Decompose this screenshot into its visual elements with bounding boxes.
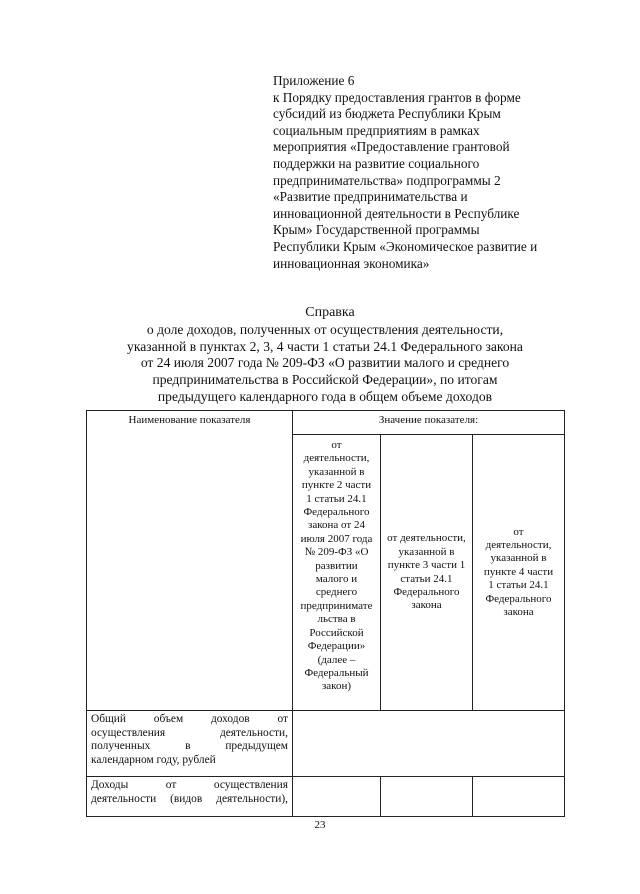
row-label-line: календарном году, рублей (91, 753, 216, 766)
subtitle-line: указанной в пунктах 2, 3, 4 части 1 статьи 24.1 Федерального закона (127, 338, 523, 354)
row-label-line: полученных в предыдущем (91, 740, 288, 753)
appendix-line: субсидий из бюджета Республики Крым (273, 106, 501, 122)
subheader-line: закона (503, 606, 534, 619)
subheader-item-2 (293, 435, 381, 711)
subheader-line: закона от 24 (308, 519, 365, 532)
header-indicator-value: Значение показателя: (293, 411, 565, 435)
subheader-line: среднего (315, 586, 358, 599)
subheader-line: пункте 3 части 1 (387, 559, 466, 572)
subheader-line: закона (411, 599, 442, 612)
subheader-line: от (331, 439, 342, 451)
appendix-line: Приложение 6 (273, 73, 355, 88)
appendix-line: предпринимательства» подпрограммы 2 (273, 172, 501, 188)
appendix-heading (273, 73, 573, 272)
subheader-line: пункте 4 части (483, 565, 554, 578)
subheader-line: указанной в (398, 545, 455, 558)
subheader-line: пункте 2 части (301, 479, 372, 492)
appendix-line: инновационной деятельности в Республике (273, 205, 520, 221)
subheader-line: 1 статьи 24.1 (306, 492, 367, 505)
subheader-line: Федерального (303, 506, 370, 519)
subheader-line: Федерального (393, 585, 460, 598)
subheader-line: от деятельности, (387, 532, 466, 545)
row-label-line: деятельности (видов деятельности), (91, 792, 288, 805)
subheader-line: малого и (315, 573, 358, 586)
subheader-line: Федерации» (307, 640, 366, 653)
table-cell-empty[interactable] (381, 777, 473, 817)
appendix-line: Республики Крым «Экономическое развитие и (273, 238, 538, 254)
subheader-line: статьи 24.1 (400, 572, 453, 585)
subheader-line: Федеральный (304, 666, 369, 679)
appendix-line: «Развитие предпринимательства и (273, 189, 468, 205)
subheader-line: Российской (309, 626, 364, 639)
row-label-line: Общий объем доходов от (91, 713, 288, 725)
subheader-line: июля 2007 года (300, 532, 373, 545)
appendix-line: поддержки на развитие социального (273, 155, 480, 171)
subheader-line: № 209-ФЗ «О (304, 546, 369, 559)
appendix-line: к Порядку предоставления грантов в форме (273, 89, 521, 105)
appendix-line: инновационная экономика» (273, 255, 430, 271)
subtitle-line: от 24 июля 2007 года № 209-ФЗ «О развитии малого и среднего (140, 355, 510, 371)
table-header-row (87, 411, 565, 435)
table-cell-empty[interactable] (293, 777, 381, 817)
subheader-item-3 (381, 435, 473, 711)
row-label-activity-income (87, 777, 293, 817)
row-label-total-income (87, 711, 293, 777)
subheader-line: деятельности, (303, 452, 370, 465)
table-row (87, 711, 565, 777)
subtitle-line: предпринимательства в Российской Федерации», по итогам (152, 372, 498, 388)
appendix-line: социальным предприятиям в рамках (273, 122, 480, 138)
subtitle-line: предыдущего календарного года в общем объеме доходов (157, 388, 493, 404)
header-indicator-name: Наименование показателя (87, 411, 293, 711)
subheader-line: 1 статьи 24.1 (488, 579, 549, 592)
table-cell-empty[interactable] (293, 711, 565, 777)
document-title: Справка (305, 305, 355, 320)
table-cell-empty[interactable] (473, 777, 565, 817)
appendix-line: мероприятия «Предоставление грантовой (273, 139, 510, 155)
appendix-line: Крым» Государственной программы (273, 222, 480, 238)
subheader-line: (далее – (317, 653, 356, 666)
subheader-line: Федерального (485, 592, 552, 605)
table-row (87, 777, 565, 817)
subheader-line: развитии (315, 559, 358, 572)
subheader-line: деятельности, (485, 538, 552, 551)
row-label-line: осуществления деятельности, (91, 726, 288, 739)
subheader-item-4 (473, 435, 565, 711)
page-number: 23 (314, 819, 326, 831)
indicator-table (86, 410, 565, 817)
subheader-line: указанной в (490, 552, 547, 565)
subheader-line: от (513, 525, 524, 538)
document-subtitle (60, 322, 590, 406)
subheader-line: предпринимате (300, 599, 373, 612)
subtitle-line: о доле доходов, полученных от осуществления деятельности, (146, 322, 504, 337)
subheader-line: закон) (321, 680, 352, 693)
row-label-line: Доходы от осуществления (91, 779, 288, 791)
subheader-line: льства в (317, 613, 356, 626)
subheader-line: указанной в (308, 465, 365, 478)
